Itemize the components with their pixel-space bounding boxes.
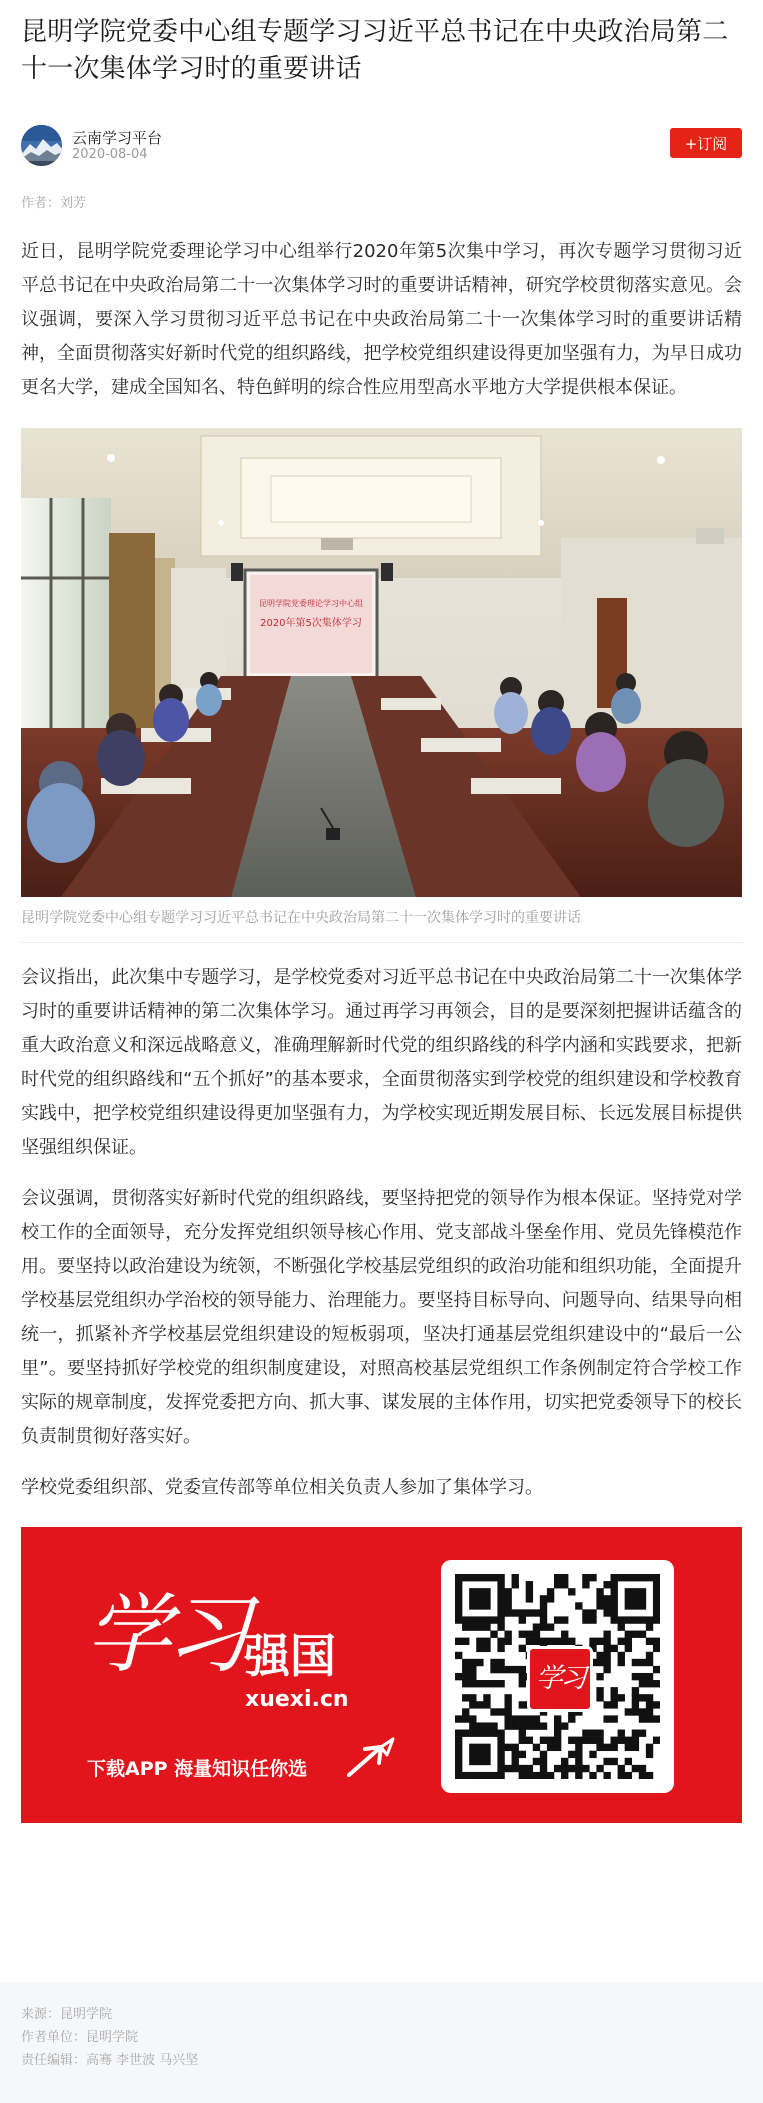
divider <box>21 942 742 943</box>
photo-caption: 昆明学院党委中心组专题学习习近平总书记在中央政治局第二十一次集体学习时的重要讲话 <box>21 910 581 926</box>
brand-domain: xuexi.cn <box>245 1687 349 1712</box>
download-slogan: 下载APP 海量知识任你选 <box>87 1758 308 1780</box>
screen-text-line2: 2020年第5次集体学习 <box>260 618 362 629</box>
footer-editors: 责任编辑：高骞 李世波 马兴坚 <box>21 2053 199 2068</box>
author-line: 作者：刘芳 <box>21 196 87 211</box>
article-title: 昆明学院党委中心组专题学习习近平总书记在中央政治局第二十一次集体学习时的重要讲话 <box>21 17 729 84</box>
article-paragraph: 学校党委组织部、党委宣传部等单位相关负责人参加了集体学习。 <box>21 1477 543 1498</box>
footer-source: 来源：昆明学院 <box>21 2007 113 2022</box>
article-paragraph: 会议强调，贯彻落实好新时代党的组织路线，要坚持把党的领导作为根本保证。坚持党对学校工作的全面领导，充分发挥党组织领导核心作用、党支部战斗堡垒作用、党员先锋模范作用。要坚持以政治建设为统领，不断强化学校基层党组织的政治功能和组织功能，全面提升学校基层党组织办学治校的领导能力、治理能力。要坚持目标导向、问题导向、结果导向相统一，抓紧补齐学校基层党组织建设的短板弱项，坚决打通基层党组织建设中的“最后一公里”。要坚持抓好学校党的组织制度建设，对照高校基层党组织工作条例制定符合学校工作实际的规章制度，发挥党委把方向、抓大事、谋发展的主体作用，切实把党委领导下的校长负责制贯彻好落实好。 <box>21 1188 742 1447</box>
meeting-photo[interactable] <box>21 428 742 897</box>
qr-code-card[interactable] <box>441 1560 674 1793</box>
qr-center-logo: 学习 <box>527 1646 593 1712</box>
article-paragraph: 会议指出，此次集中专题学习，是学校党委对习近平总书记在中央政治局第二十一次集体学习时的重要讲话精神的第二次集体学习。通过再学习再领会，目的是要深刻把握讲话蕴含的重大政治意义和深远战略意义，准确理解新时代党的组织路线的科学内涵和实践要求，把新时代党的组织路线和“五个抓好”的基本要求，全面贯彻落实到学校党的组织建设和学校教育实践中，把学校党组织建设得更加坚强有力，为学校实现近期发展目标、长远发展目标提供坚强组织保证。 <box>21 967 742 1158</box>
footer-author-unit: 作者单位：昆明学院 <box>21 2030 139 2045</box>
meeting-room-image <box>21 428 742 897</box>
article-paragraph: 近日，昆明学院党委理论学习中心组举行2020年第5次集中学习，再次专题学习贯彻习近平总书记在中央政治局第二十一次集体学习时的重要讲话精神，研究学校贯彻落实意见。会议强调，要深入学习贯彻习近平总书记在中央政治局第二十一次集体学习时的重要讲话精神，全面贯彻落实好新时代党的组织路线，把学校党组织建设得更加坚强有力，为早日成功更名大学，建成全国知名、特色鲜明的综合性应用型高水平地方大学提供根本保证。 <box>21 241 742 398</box>
brand-name: 强国 <box>244 1629 336 1683</box>
arrow-icon <box>341 1733 401 1783</box>
screen-text-line1: 昆明学院党委理论学习中心组 <box>259 599 363 608</box>
mountain-icon <box>21 125 62 166</box>
subscribe-button[interactable]: +订阅 <box>670 128 742 158</box>
xuexi-download-banner[interactable] <box>21 1527 742 1823</box>
source-avatar[interactable] <box>21 125 62 166</box>
source-name[interactable]: 云南学习平台 <box>72 129 163 147</box>
article-meta <box>21 125 742 167</box>
article-footer <box>0 1982 763 2103</box>
publish-date: 2020-08-04 <box>72 147 148 162</box>
xuexi-script-logo: 学习 <box>85 1585 245 1685</box>
